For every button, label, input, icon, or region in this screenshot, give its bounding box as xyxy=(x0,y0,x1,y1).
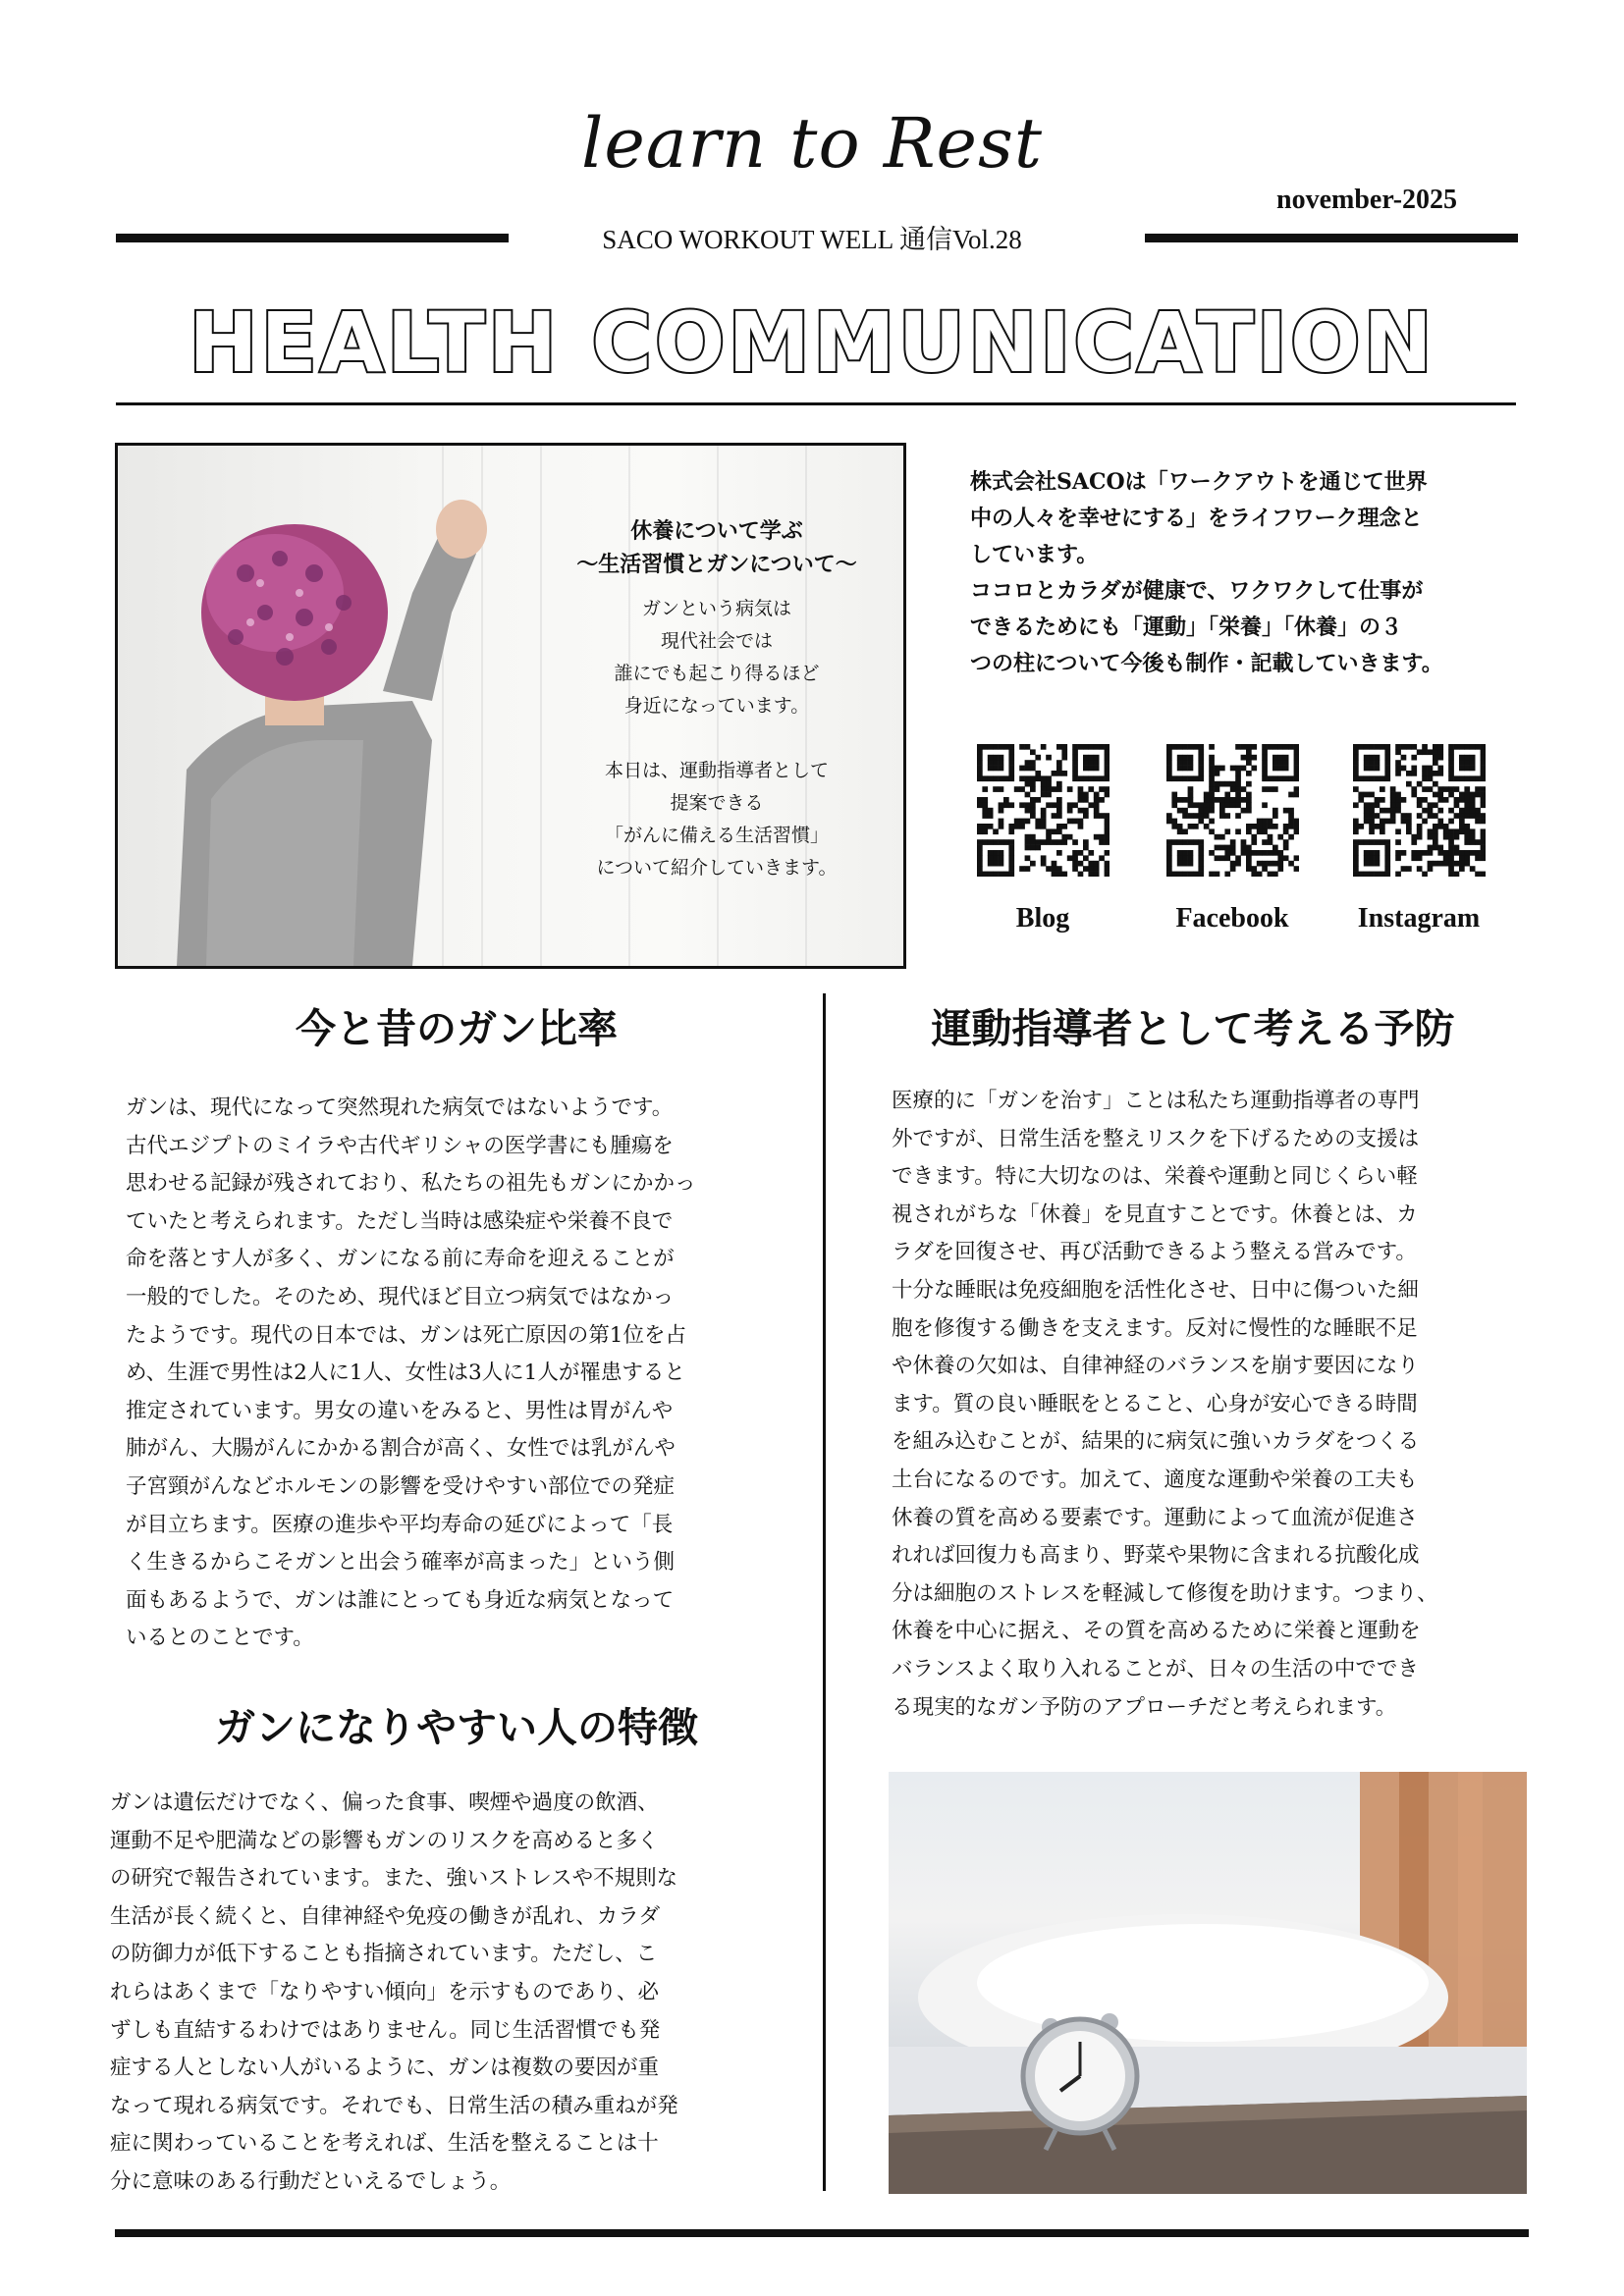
body-line: 運動不足や肥満などの影響もガンのリスクを高めると多く xyxy=(110,1828,659,1853)
body-line: 外ですが、日常生活を整えリスクを下げるための支援は xyxy=(892,1126,1420,1151)
caption-line: 身近になっています。 xyxy=(623,695,810,717)
ratio-heading: 今と昔のガン比率 xyxy=(296,1005,618,1052)
headline: HEALTH COMMUNICATION xyxy=(189,294,1435,391)
body-line: 分は細胞のストレスを軽減して修復を助けます。つまり、 xyxy=(892,1580,1438,1606)
caption-line: 現代社会では xyxy=(660,630,773,652)
caption-line: について紹介していきます。 xyxy=(596,857,838,879)
woman-in-headscarf-illustration xyxy=(118,446,569,966)
body-line: 一般的でした。そのため、現代ほど目立つ病気ではなかっ xyxy=(126,1284,675,1309)
body-line: を組み込むことが、結果的に病気に強いカラダをつくる xyxy=(892,1429,1420,1455)
issue-subtitle: SACO WORKOUT WELL 通信Vol.28 xyxy=(602,225,1022,254)
body-line: 推定されています。男女の違いをみると、男性は胃がんや xyxy=(126,1398,674,1423)
body-line: ガンは遺伝だけでなく、偏った食事、喫煙や過度の飲酒、 xyxy=(110,1790,659,1815)
body-line: 肺がん、大腸がんにかかる割合が高く、女性では乳がんや xyxy=(126,1436,676,1462)
body-line: め、生涯で男性は2人に1人、女性は3人に1人が罹患すると xyxy=(126,1361,685,1386)
body-line: る現実的なガン予防のアプローチだと考えられます。 xyxy=(892,1694,1397,1720)
intro-line: ココロとカラダが健康で、ワクワクして仕事が xyxy=(970,578,1424,604)
intro-line: つの柱について今後も制作・記載していきます。 xyxy=(970,651,1443,676)
body-line: ラダを回復させ、再び活動できるよう整える営みです。 xyxy=(892,1240,1417,1265)
body-line: く生きるからこそガンと出会う確率が高まった」という側 xyxy=(126,1550,676,1575)
caption-line: 「がんに備える生活習慣」 xyxy=(604,825,829,846)
body-line: れらはあくまで「なりやすい傾向」を示すものであり、必 xyxy=(110,1979,660,2004)
body-line: 症する人としない人がいるように、ガンは複数の要因が重 xyxy=(110,2056,660,2081)
blog-label[interactable]: Blog xyxy=(1015,903,1070,934)
body-line: ていたと考えられます。ただし当時は感染症や栄養不良で xyxy=(126,1208,674,1234)
caption-line: 本日は、運動指導者として xyxy=(604,760,829,781)
intro-line: 株式会社SACOは「ワークアウトを通じて世界 xyxy=(970,469,1428,495)
body-line: れれば回復力も高まり、野菜や果物に含まれる抗酸化成 xyxy=(892,1543,1420,1569)
body-line: 医療的に「ガンを治す」ことは私たち運動指導者の専門 xyxy=(892,1089,1420,1113)
traits-heading: ガンになりやすい人の特徴 xyxy=(215,1704,698,1751)
body-line: ます。質の良い睡眠をとること、心身が安心できる時間 xyxy=(892,1391,1418,1416)
body-line: たようです。現代の日本では、ガンは死亡原因の第1位を占 xyxy=(126,1322,686,1348)
caption-body xyxy=(550,593,884,884)
prevention-body xyxy=(892,1083,1500,1727)
body-line: ガンは、現代になって突然現れた病気ではないようです。 xyxy=(126,1095,674,1120)
alarm-clock-photo xyxy=(889,1772,1527,2194)
body-line: の防御力が低下することも指摘されています。ただし、こ xyxy=(110,1942,658,1967)
ratio-body xyxy=(126,1090,793,1658)
body-line: 生活が長く続くと、自律神経や免疫の働きが乱れ、カラダ xyxy=(110,1903,661,1929)
body-line: 休養の質を高める要素です。運動によって血流が促進さ xyxy=(892,1505,1418,1530)
body-line: 面もあるようで、ガンは誰にとっても身近な病気となって xyxy=(126,1587,675,1613)
body-line: 視されがちな「休養」を見直すことです。休養とは、カ xyxy=(892,1201,1418,1227)
hero-caption xyxy=(550,514,884,884)
body-line: ずしも直結するわけではありません。同じ生活習慣でも発 xyxy=(110,2017,661,2043)
body-line: なって現れる病気です。それでも、日常生活の積み重ねが発 xyxy=(110,2093,678,2118)
caption-title: 休養について学ぶ xyxy=(630,518,803,544)
body-line: 休養を中心に据え、その質を高めるために栄養と運動を xyxy=(892,1619,1421,1644)
body-line: 子宮頸がんなどホルモンの影響を受けやすい部位での発症 xyxy=(126,1473,676,1499)
issue-date: november-2025 xyxy=(1276,185,1458,215)
intro-line: できるためにも「運動」「栄養」「休養」の３ xyxy=(970,614,1403,640)
caption-line: 提案できる xyxy=(670,792,764,814)
body-line: いるとのことです。 xyxy=(126,1626,314,1651)
body-line: 思わせる記録が残されており、私たちの祖先もガンにかかっ xyxy=(126,1171,696,1197)
facebook-qr-code-icon[interactable] xyxy=(1166,744,1299,877)
body-line: 分に意味のある行動だといえるでしょう。 xyxy=(110,2168,512,2194)
caption-line: ガンという病気は xyxy=(641,598,791,619)
intro-line: しています。 xyxy=(970,542,1099,567)
footer-rule xyxy=(115,2229,1529,2237)
column-divider xyxy=(823,993,826,2191)
body-line: の研究で報告されています。また、強いストレスや不規則な xyxy=(110,1866,678,1892)
company-intro xyxy=(970,464,1520,682)
body-line: 症に関わっていることを考えれば、生活を整えることは十 xyxy=(110,2131,659,2157)
masthead-title: learn to Rest xyxy=(580,103,1044,184)
caption-spacer xyxy=(550,722,884,755)
body-line: が目立ちます。医療の進歩や平均寿命の延びによって「長 xyxy=(126,1512,674,1537)
body-line: 古代エジプトのミイラや古代ギリシャの医学書にも腫瘍を xyxy=(126,1133,674,1158)
intro-line: 中の人々を幸せにする」をライフワーク理念と xyxy=(970,506,1423,531)
body-line: 命を落とす人が多く、ガンになる前に寿命を迎えることが xyxy=(126,1247,675,1272)
body-line: 胞を修復する働きを支えます。反対に慢性的な睡眠不足 xyxy=(892,1315,1418,1341)
bedroom-clock-illustration xyxy=(889,1772,1527,2194)
blog-qr-code-icon[interactable] xyxy=(977,744,1110,877)
hero-image xyxy=(115,443,906,969)
facebook-label[interactable]: Facebook xyxy=(1175,903,1289,934)
caption-subtitle: 〜生活習慣とガンについて〜 xyxy=(576,552,857,577)
instagram-label[interactable]: Instagram xyxy=(1357,903,1481,934)
caption-line: 誰にでも起こり得るほど xyxy=(614,663,820,684)
body-line: できます。特に大切なのは、栄養や運動と同じくらい軽 xyxy=(892,1164,1418,1190)
prevention-heading: 運動指導者として考える予防 xyxy=(931,1005,1455,1052)
headline-rule xyxy=(116,402,1516,405)
body-line: 十分な睡眠は免疫細胞を活性化させ、日中に傷ついた細 xyxy=(892,1277,1419,1303)
body-line: バランスよく取り入れることが、日々の生活の中ででき xyxy=(892,1656,1419,1682)
body-line: や休養の欠如は、自律神経のバランスを崩す要因になり xyxy=(892,1354,1419,1379)
traits-body xyxy=(110,1785,797,2202)
instagram-qr-code-icon[interactable] xyxy=(1353,744,1486,877)
body-line: 土台になるのです。加えて、適度な運動や栄養の工夫も xyxy=(892,1467,1418,1492)
